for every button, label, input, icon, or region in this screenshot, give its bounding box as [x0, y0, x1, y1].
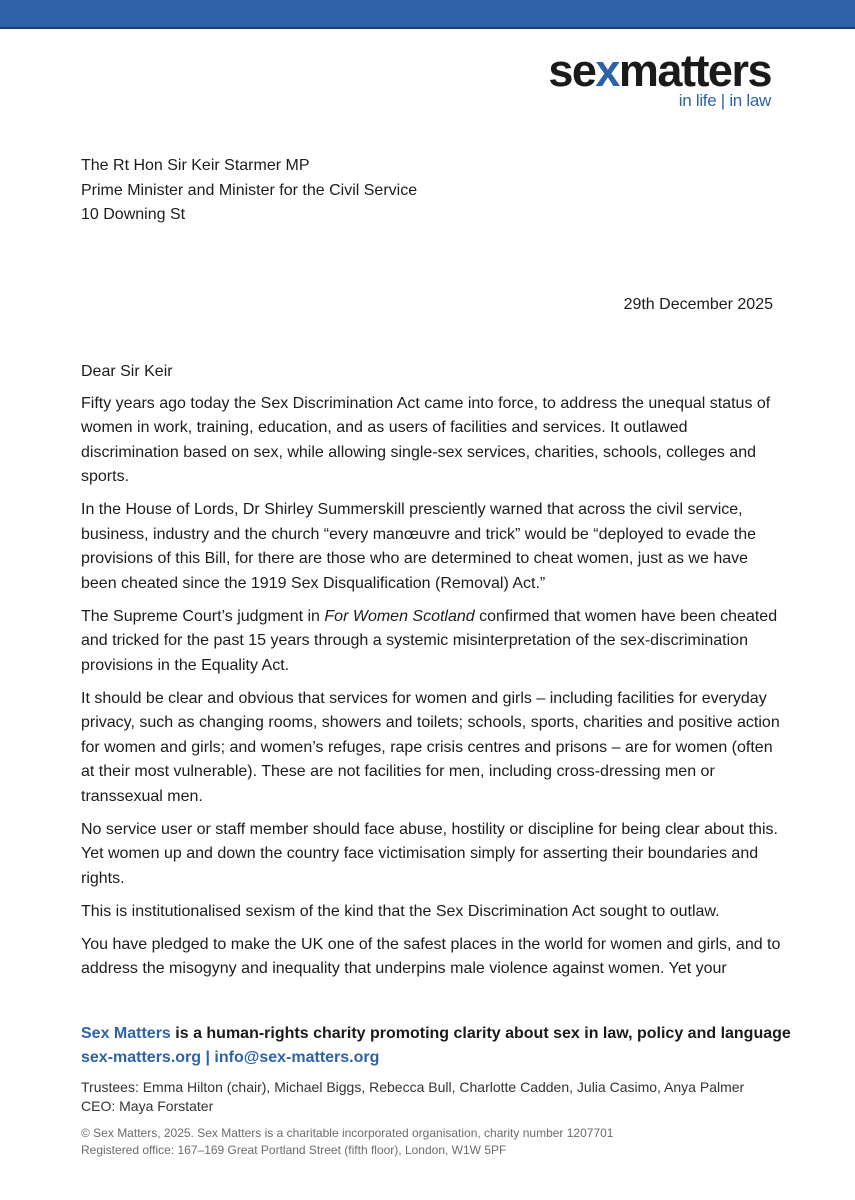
logo-x-mark: x: [595, 45, 619, 96]
footer-links: sex-matters.org | info@sex-matters.org: [81, 1049, 380, 1066]
letter-body: [81, 360, 781, 990]
paragraph-5: No service user or staff member should face abuse, hostility or discipline for being clear about this. Yet women up and down the country face victimisation simply for asserting their boundaries and rights.: [81, 820, 778, 887]
legal-block: [81, 1125, 781, 1158]
salutation: Dear Sir Keir: [81, 363, 173, 380]
registered-office-line: Registered office: 167–169 Great Portland Street (fifth floor), London, W1W 5PF: [81, 1142, 507, 1157]
letter-date: 29th December 2025: [623, 296, 773, 313]
logo-tagline: in life | in law: [678, 91, 771, 110]
recipient-title: Prime Minister and Minister for the Civil Service: [81, 181, 418, 199]
footer-brand: Sex Matters: [81, 1025, 171, 1042]
sex-matters-logo: [531, 45, 771, 110]
paragraph-3: The Supreme Court’s judgment in For Women Scotland confirmed that women have been cheated and tricked for the past 15 years through a systemic misinterpretation of the sex-discrimination provisions in the Equality Act.: [81, 607, 778, 674]
trustees-list: Trustees: Emma Hilton (chair), Michael Biggs, Rebecca Bull, Charlotte Cadden, Julia Casimo, Anya Palmer: [81, 1079, 745, 1095]
paragraph-6: This is institutionalised sexism of the kind that the Sex Discrimination Act sought to outlaw.: [81, 902, 720, 920]
website-link[interactable]: sex-matters.org: [81, 1049, 202, 1066]
case-name: For Women Scotland: [324, 607, 475, 625]
logo-wordmark: sexmatters: [548, 45, 771, 96]
email-link[interactable]: info@sex-matters.org: [214, 1049, 380, 1066]
paragraph-4: It should be clear and obvious that services for women and girls – including facilities for everyday privacy, such as changing rooms, showers and toilets; schools, sports, charities and positive action for women and girls; and women’s refuges, rape crisis centres and prisons – are for women (often at their most vulnerable). These are not facilities for men, including cross-dressing men or transsexual men.: [81, 689, 780, 805]
paragraph-2: In the House of Lords, Dr Shirley Summerskill presciently warned that across the civil service, business, industry and the church “every manœuvre and trick” would be “deployed to evade the provisions of this Bill, for there are those who are determined to cheat women, just as we have been cheated since the 1919 Sex Disqualification (Removal) Act.”: [81, 501, 757, 592]
paragraph-1: Fifty years ago today the Sex Discrimination Act came into force, to address the unequal status of women in work, training, education, and as users of facilities and services. It outlawed discrimination based on sex, while allowing single-sex services, charities, schools, colleges and sports.: [81, 394, 771, 485]
trustees-block: [81, 1078, 781, 1116]
recipient-street: 10 Downing St: [81, 206, 186, 223]
top-banner-bar: [0, 0, 855, 29]
copyright-line: © Sex Matters, 2025. Sex Matters is a charitable incorporated organisation, charity number 1207701: [81, 1126, 614, 1140]
footer-tagline: Sex Matters is a human-rights charity promoting clarity about sex in law, policy and language: [81, 1025, 791, 1042]
recipient-address: [81, 154, 417, 228]
paragraph-7: You have pledged to make the UK one of the safest places in the world for women and girls, and to address the misogyny and inequality that underpins male violence against women. Yet your: [81, 935, 781, 977]
recipient-name: The Rt Hon Sir Keir Starmer MP: [81, 157, 310, 174]
ceo-line: CEO: Maya Forstater: [81, 1098, 214, 1114]
letter-footer: [81, 1022, 791, 1158]
